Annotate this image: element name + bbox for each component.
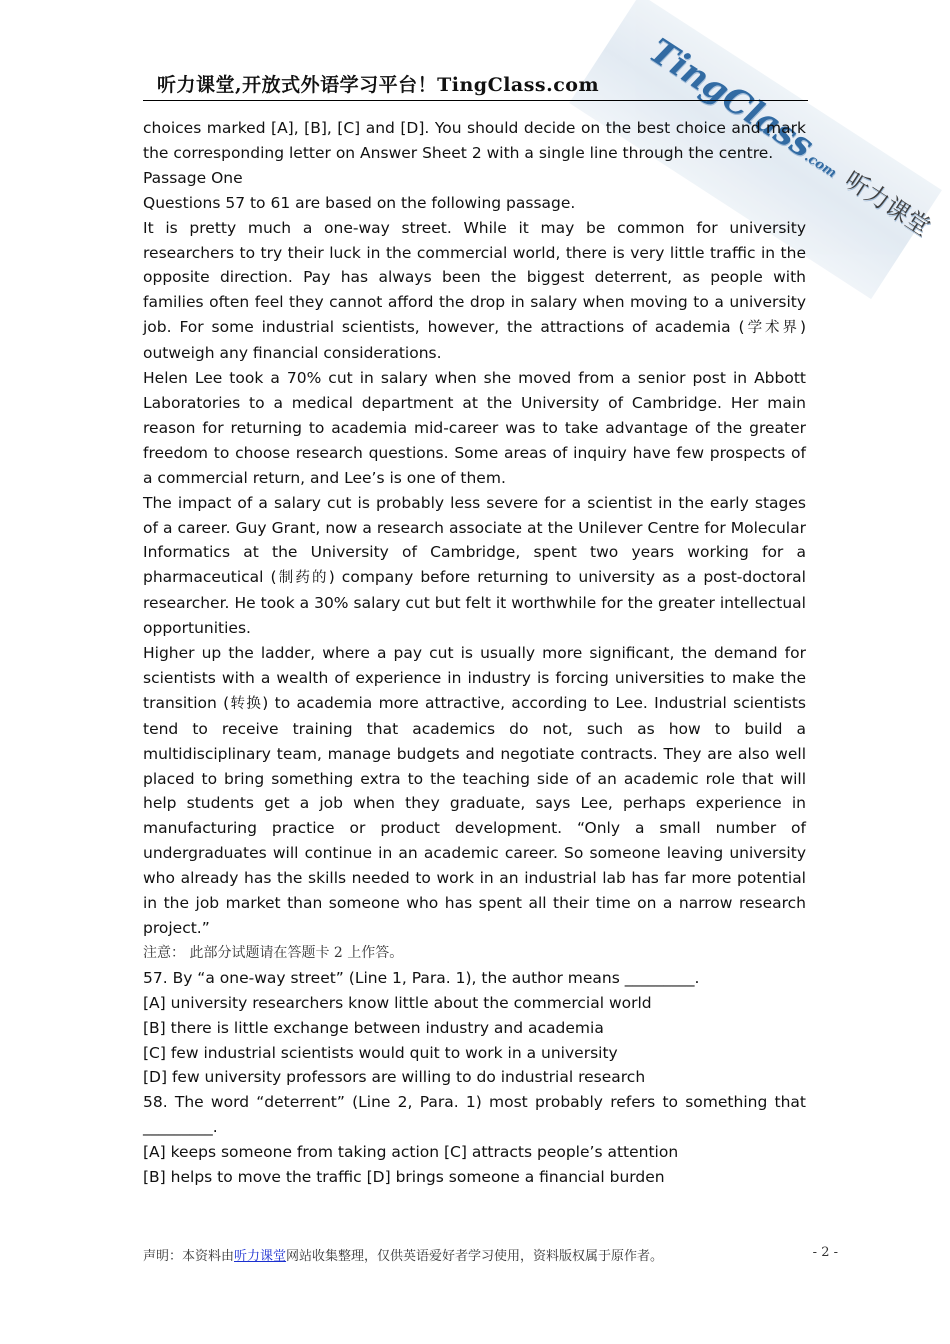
q57-option-b: [B] there is little exchange between industry and academia	[143, 1018, 604, 1037]
q57-option-a: [A] university researchers know little about the commercial world	[143, 993, 652, 1012]
q58-options-ac: [A] keeps someone from taking action [C] attracts people’s attention	[143, 1143, 679, 1162]
page-footer	[143, 1245, 838, 1264]
header-title: 听力课堂,开放式外语学习平台！TingClass.com	[157, 74, 600, 96]
page-number: - 2 -	[812, 1245, 838, 1260]
paragraph-3: The impact of a salary cut is probably less severe for a scientist in the early stages of a career. Guy Grant, now a research associate at the Unilever Centre for Molecular Informatics at the University of Cambridge, spent two years working for a pharmaceutical (制药的) company before returning to university as a post-doctoral researcher. He took a 30% salary cut but felt it worthwhile for the greater intellectual opportunities.	[143, 493, 806, 638]
document-body	[143, 116, 806, 1190]
page-header	[143, 66, 808, 101]
paragraph-4: Higher up the ladder, where a pay cut is usually more significant, the demand for scientists with a wealth of experience in industry is forcing universities to make the transition (转换) to academia more attractive, according to Lee. Industrial scientists tend to receive training that academics do not, such as how to build a multidisciplinary team, manage budgets and negotiate contracts. They are also well placed to bring something extra to the teaching side of an academic role that will help students get a job when they graduate, says Lee, perhaps experience in manufacturing practice or product development. “Only a small number of undergraduates will continue in an academic career. So someone leaving university who already has the skills needed to work in an industrial lab has far more potential in the job market than someone who has spent all their time on a narrow research project.”	[143, 644, 806, 937]
answer-sheet-note: 注意： 此部分试题请在答题卡 2 上作答。	[143, 944, 404, 961]
paragraph-1: It is pretty much a one-way street. While it may be common for university researchers to try their luck in the commercial world, there is very little traffic in the opposite direction. Pay has always been the biggest deterrent, as people with families often feel they cannot afford the drop in salary when moving to a university job. For some industrial scientists, however, the attractions of academia (学术界) outweigh any financial considerations.	[143, 218, 806, 363]
q58-options-bd: [B] helps to move the traffic [D] brings someone a financial burden	[143, 1168, 665, 1187]
questions-intro: Questions 57 to 61 are based on the following passage.	[143, 193, 576, 212]
q57-option-d: [D] few university professors are willing to do industrial research	[143, 1068, 646, 1087]
question-58: 58. The word “deterrent” (Line 2, Para. 1) most probably refers to something that _________.	[143, 1093, 806, 1137]
footer-prefix: 声明：本资料由	[143, 1249, 235, 1264]
footer-link[interactable]: 听力课堂	[234, 1249, 287, 1264]
q57-option-c: [C] few industrial scientists would quit to work in a university	[143, 1043, 618, 1062]
paragraph-2: Helen Lee took a 70% cut in salary when she moved from a senior post in Abbott Laboratories to a medical department at the University of Cambridge. Her main reason for returning to academia mid-career was to take advantage of the greater freedom to choose research questions. Some areas of inquiry have few prospects of a commercial return, and Lee’s is one of them.	[143, 369, 806, 487]
watermark-logo: TingClass.com 听力课堂	[641, 30, 936, 242]
question-57: 57. By “a one-way street” (Line 1, Para. 1), the author means _________.	[143, 968, 700, 987]
footer-suffix: 网站收集整理，仅供英语爱好者学习使用，资料版权属于原作者。	[286, 1249, 664, 1264]
instructions-text: choices marked [A], [B], [C] and [D]. You should decide on the best choice and mark the corresponding letter on Answer Sheet 2 with a single line through the centre.	[143, 119, 806, 162]
passage-label: Passage One	[143, 168, 243, 187]
